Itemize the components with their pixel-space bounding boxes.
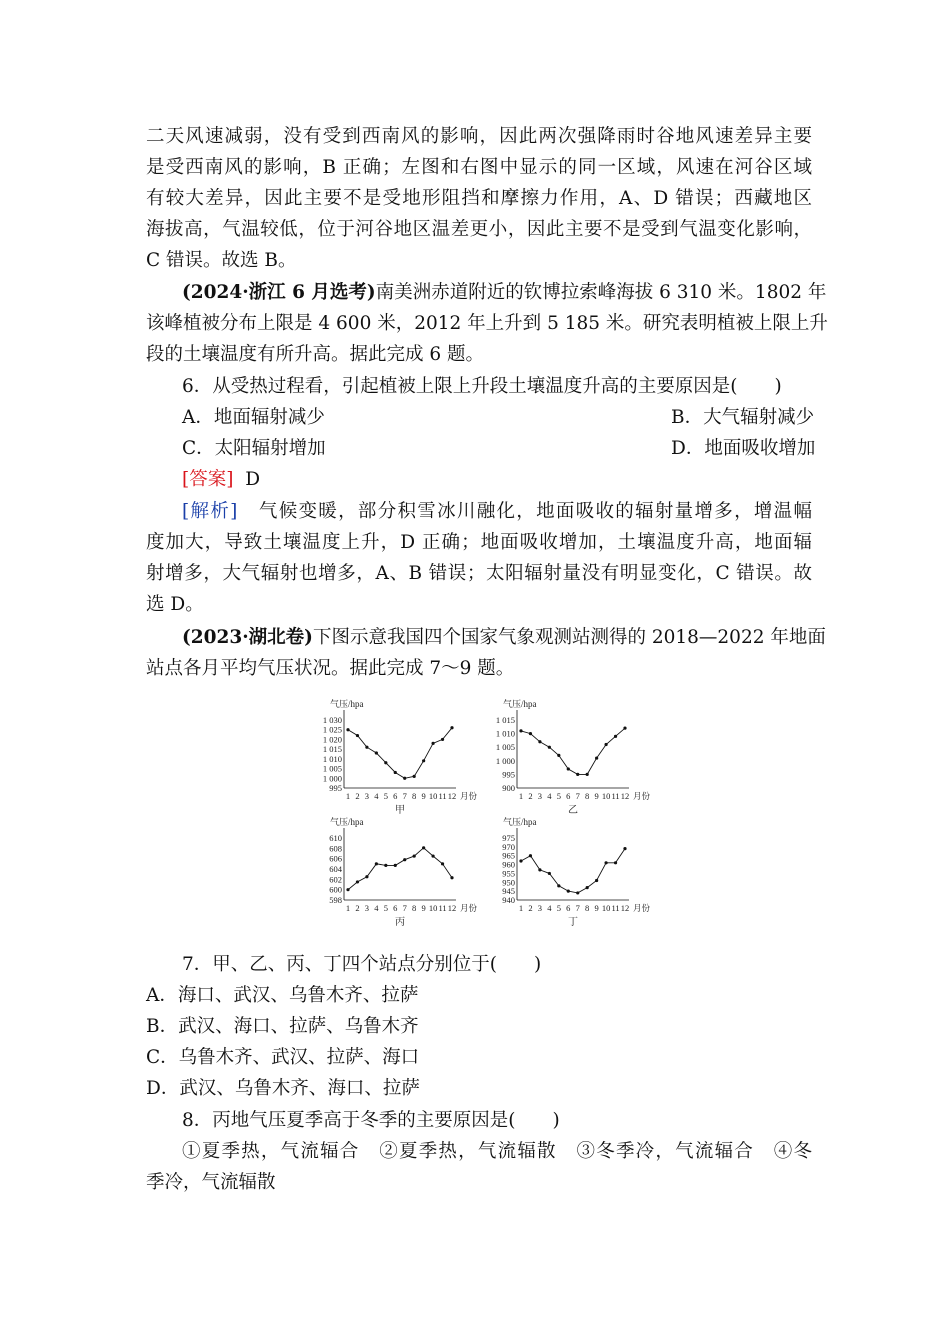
series-line [521,849,625,893]
y-tick-label: 602 [329,874,342,885]
x-tick-label: 8 [412,791,417,801]
data-point [614,861,617,864]
x-tick-label: 12 [447,903,457,913]
option-a: A．海口、武汉、乌鲁木齐、拉萨 [146,985,419,1006]
x-tick-label: 4 [374,791,379,801]
y-tick-label: 1 025 [322,724,342,735]
data-point [346,888,349,891]
text-line: 是受西南风的影响，B 正确；左图和右图中显示的同一区域，风速在河谷区域 [146,157,812,178]
x-tick-label: 8 [585,903,590,913]
x-tick-label: 1 [345,903,351,913]
y-tick-label: 940 [502,895,515,905]
text-line: 选 D。 [146,594,204,615]
data-point [365,746,368,749]
x-tick-label: 6 [566,791,571,801]
data-point [548,872,551,875]
option-c: C．乌鲁木齐、武汉、拉萨、海口 [146,1047,420,1068]
y-tick-label: 975 [502,833,515,843]
y-tick-label: 955 [502,868,515,879]
data-point [384,761,387,764]
data-point [356,880,359,883]
text-line: 度加大，导致土壤温度上升，D 正确；地面吸收增加，土壤温度升高，地面辐 [146,532,812,553]
data-point [413,775,416,778]
data-point [567,767,570,770]
series-line [348,728,452,779]
x-tick-label: 7 [575,791,580,801]
text-line: 段的土壤温度有所升高。据此完成 6 题。 [146,344,485,365]
x-axis-label: 月份 [460,903,478,913]
x-tick-label: 3 [537,791,543,801]
data-point [422,846,425,849]
text-line: 有较大差异，因此主要不是受地形阻挡和摩擦力作用，A、D 错误；西藏地区 [146,188,812,209]
data-point [431,854,434,857]
option-label: C．太阳辐射增加 [182,438,326,459]
x-tick-label: 9 [421,903,426,913]
option-label: A．地面辐射减少 [182,407,325,428]
text-line: 站点各月平均气压状况。据此完成 7～9 题。 [146,658,515,679]
x-tick-label: 9 [421,791,426,801]
data-point [623,727,626,730]
x-axis-label: 月份 [633,903,651,913]
chart-caption: 丙 [395,917,405,928]
x-tick-label: 11 [611,903,620,913]
data-point [567,890,570,893]
x-tick-label: 8 [412,903,417,913]
y-tick-label: 1 010 [495,728,515,739]
x-tick-label: 2 [528,903,533,913]
data-point [557,754,560,757]
y-tick-label: 1 030 [322,715,342,725]
y-tick-label: 945 [502,886,515,897]
y-tick-label: 600 [329,884,342,895]
data-point [441,738,444,741]
x-tick-label: 2 [355,903,360,913]
option-a [182,407,815,429]
y-axis-label: 气压/hpa [503,699,537,709]
answer-value: D [245,469,261,490]
data-point [595,756,598,759]
option-b: B．大气辐射减少 [671,407,815,428]
data-point [394,771,397,774]
text-line: 射增多，大气辐射也增多，A、B 错误；太阳辐射量没有明显变化，C 错误。故 [146,563,812,584]
x-tick-label: 11 [611,791,620,801]
y-tick-label: 965 [502,850,515,861]
x-tick-label: 8 [585,791,590,801]
x-tick-label: 10 [428,903,438,913]
data-point [394,864,397,867]
chart-caption: 丁 [568,917,578,928]
text-span: 下图示意我国四个国家气象观测站测得的 2018—2022 年地面 [312,627,826,648]
data-point [576,891,579,894]
x-tick-label: 7 [402,903,407,913]
data-point [595,879,598,882]
data-point [557,884,560,887]
series-line [348,848,452,890]
option-b: B．武汉、海口、拉萨、乌鲁木齐 [146,1016,419,1037]
y-tick-label: 970 [502,841,515,852]
y-tick-label: 610 [329,833,342,843]
data-point [538,740,541,743]
x-tick-label: 7 [575,903,580,913]
x-tick-label: 2 [528,791,533,801]
data-point [586,886,589,889]
text-line: 二天风速减弱，没有受到西南风的影响，因此两次强降雨时谷地风速差异主要 [146,126,812,147]
y-tick-label: 1 000 [495,755,515,766]
y-tick-label: 995 [329,783,342,793]
data-point [375,862,378,865]
data-point [623,847,626,850]
x-tick-label: 6 [393,791,398,801]
y-tick-label: 950 [502,877,515,888]
data-point [346,728,349,731]
x-tick-label: 6 [393,903,398,913]
x-tick-label: 5 [383,791,388,801]
x-tick-label: 3 [364,903,370,913]
option-d: D．武汉、乌鲁木齐、海口、拉萨 [146,1078,420,1099]
data-point [422,759,425,762]
text-line: 季冷，气流辐散 [146,1172,276,1193]
data-point [431,742,434,745]
y-tick-label: 1 005 [495,742,515,753]
x-tick-label: 1 [518,903,524,913]
y-tick-label: 1 015 [322,744,342,755]
data-point [586,773,589,776]
x-tick-label: 5 [556,791,561,801]
x-tick-label: 3 [537,903,543,913]
data-point [403,777,406,780]
data-point [375,751,378,754]
y-tick-label: 1 010 [322,753,342,764]
x-tick-label: 11 [438,903,447,913]
data-point [365,875,368,878]
text-line: 海拔高，气温较低，位于河谷地区温差更小，因此主要不是受到气温变化影响， [146,219,812,240]
y-tick-label: 604 [329,864,342,874]
text-line: C 错误。故选 B。 [146,250,297,271]
answer-label: [答案] [182,469,234,490]
x-tick-label: 12 [447,791,457,801]
y-axis-label: 气压/hpa [330,817,364,827]
data-point [576,773,579,776]
text-line: ①夏季热，气流辐合 ②夏季热，气流辐散 ③冬季冷，气流辐合 ④冬 [182,1141,812,1162]
x-axis-label: 月份 [633,791,651,801]
y-tick-label: 1 000 [322,773,342,784]
y-tick-label: 900 [502,783,515,793]
y-axis-label: 气压/hpa [503,817,537,827]
data-point [450,726,453,729]
data-point [604,743,607,746]
x-tick-label: 10 [601,903,611,913]
x-tick-label: 12 [620,791,630,801]
data-point [519,859,522,862]
text-span: 气候变暖，部分积雪冰川融化，地面吸收的辐射量增多，增温幅 [258,501,812,522]
text-line [182,282,827,304]
x-tick-label: 9 [594,791,599,801]
data-point [384,864,387,867]
x-tick-label: 5 [383,903,388,913]
text-line: 该峰植被分布上限是 4 600 米，2012 年上升到 5 185 米。研究表明植被上限上升 [146,313,828,334]
source-tag: (2023·湖北卷) [182,627,313,648]
answer-line [182,469,812,491]
text-line [182,627,826,649]
x-tick-label: 1 [518,791,524,801]
y-tick-label: 1 020 [322,734,342,745]
data-point [548,746,551,749]
explanation-label: [解析] [182,501,238,522]
y-tick-label: 1 015 [495,715,515,725]
explanation-line [182,501,812,523]
y-tick-label: 1 005 [322,763,342,774]
data-point [519,729,522,732]
source-tag: (2024·浙江 6 月选考) [182,282,376,303]
data-point [604,861,607,864]
data-point [450,876,453,879]
data-point [529,854,532,857]
y-tick-label: 608 [329,843,342,854]
option-d: D．地面吸收增加 [671,438,816,459]
data-point [529,732,532,735]
data-point [614,735,617,738]
x-tick-label: 11 [438,791,447,801]
y-tick-label: 606 [329,853,342,864]
x-tick-label: 4 [374,903,379,913]
data-point [356,734,359,737]
x-tick-label: 6 [566,903,571,913]
chart-caption: 乙 [568,805,578,816]
data-point [413,854,416,857]
x-tick-label: 5 [556,903,561,913]
x-tick-label: 9 [594,903,599,913]
data-point [441,862,444,865]
question-6: 6．从受热过程看，引起植被上限上升段土壤温度升高的主要原因是( ) [182,376,782,397]
pressure-charts-figure [310,698,680,943]
y-axis-label: 气压/hpa [330,699,364,709]
x-tick-label: 10 [601,791,611,801]
x-tick-label: 12 [620,903,630,913]
question-7: 7．甲、乙、丙、丁四个站点分别位于( ) [182,954,542,975]
x-tick-label: 10 [428,791,438,801]
text-span: 南美洲赤道附近的钦博拉索峰海拔 6 310 米。1802 年 [375,282,827,303]
y-tick-label: 960 [502,859,515,870]
y-tick-label: 598 [329,895,342,905]
series-line [521,728,625,774]
x-tick-label: 3 [364,791,370,801]
data-point [403,858,406,861]
x-tick-label: 4 [547,903,552,913]
chart-caption: 甲 [395,805,405,816]
x-tick-label: 7 [402,791,407,801]
option-c [182,438,816,460]
y-tick-label: 995 [502,769,515,780]
question-8: 8．丙地气压夏季高于冬季的主要原因是( ) [182,1110,560,1131]
x-tick-label: 4 [547,791,552,801]
x-tick-label: 1 [345,791,351,801]
x-axis-label: 月份 [460,791,478,801]
data-point [538,868,541,871]
x-tick-label: 2 [355,791,360,801]
